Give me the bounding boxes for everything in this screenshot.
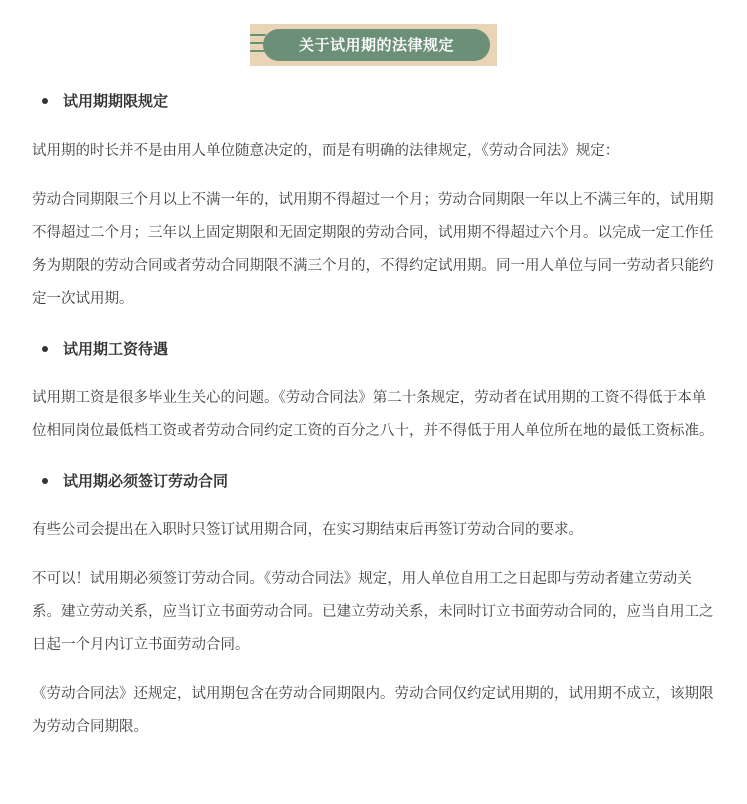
article-content — [32, 86, 716, 744]
paragraph: 不可以！试用期必须签订劳动合同。《劳动合同法》规定，用人单位自用工之日起即与劳动者建立劳动关系。建立劳动关系，应当订立书面劳动合同。已建立劳动关系，未同时订立书面劳动合同的，应当自用工之日起一个月内订立书面劳动合同。 — [32, 571, 714, 653]
paragraph: 有些公司会提出在入职时只签订试用期合同，在实习期结束后再签订劳动合同的要求。 — [32, 522, 583, 538]
paragraph: 劳动合同期限三个月以上不满一年的，试用期不得超过一个月；劳动合同期限一年以上不满三年的，试用期不得超过二个月；三年以上固定期限和无固定期限的劳动合同，试用期不得超过六个月。以完成一定工作任务为期限的劳动合同或者劳动合同期限不满三个月的，不得约定试用期。同一用人单位与同一劳动者只能约定一次试用期。 — [32, 192, 714, 307]
section-heading-text: 试用期工资待遇 — [63, 340, 169, 358]
paragraph: 《劳动合同法》还规定，试用期包含在劳动合同期限内。劳动合同仅约定试用期的，试用期不成立，该期限为劳动合同期限。 — [32, 686, 714, 735]
section-heading-text: 试用期期限规定 — [63, 92, 169, 110]
paragraph: 试用期的时长并不是由用人单位随意决定的，而是有明确的法律规定，《劳动合同法》规定： — [32, 143, 620, 159]
bullet-icon — [42, 98, 48, 104]
section-heading-text: 试用期必须签订劳动合同 — [63, 472, 229, 490]
paragraph: 试用期工资是很多毕业生关心的问题。《劳动合同法》第二十条规定，劳动者在试用期的工资不得低于本单位相同岗位最低档工资或者劳动合同约定工资的百分之八十，并不得低于用人单位所在地的最低工资标准。 — [32, 390, 714, 439]
section-heading — [32, 86, 716, 116]
section-heading — [32, 334, 716, 364]
bullet-icon — [42, 478, 48, 484]
page-title: 关于试用期的法律规定 — [263, 29, 490, 61]
section-heading — [32, 466, 716, 496]
title-banner — [250, 24, 497, 66]
bullet-icon — [42, 346, 48, 352]
